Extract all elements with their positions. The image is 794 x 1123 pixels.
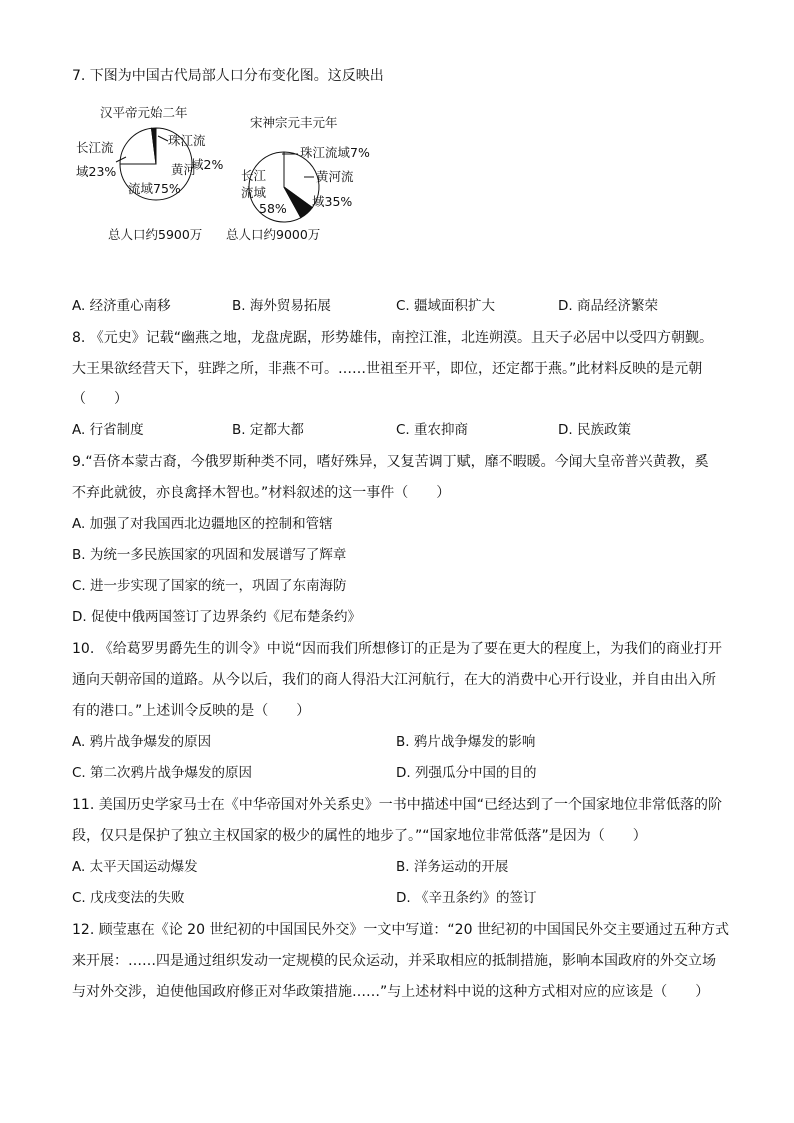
- left-label-changjiang-2: 域23%: [76, 164, 117, 179]
- q11-option-d[interactable]: D. 《辛丑条约》的签订: [396, 890, 537, 906]
- right-chart-title: 宋神宗元丰元年: [250, 115, 338, 130]
- q7-option-b[interactable]: B. 海外贸易拓展: [232, 298, 331, 314]
- left-label-huanghe-2: 流域75%: [128, 181, 181, 196]
- q8-option-a[interactable]: A. 行省制度: [72, 422, 144, 438]
- left-label-zhujiang-1: 珠江流: [168, 133, 206, 148]
- pie-charts-svg: [60, 100, 420, 250]
- q8-line-1: 8. 《元史》记载“幽燕之地，龙盘虎踞，形势雄伟，南控江淮，北连朔漠。且天子必居中以受四方朝觐。: [72, 330, 714, 346]
- pie-slice-1: [120, 128, 156, 164]
- q7-option-d[interactable]: D. 商品经济繁荣: [558, 298, 658, 314]
- right-label-huanghe-1: 黄河流: [316, 169, 354, 184]
- q10-option-b[interactable]: B. 鸦片战争爆发的影响: [396, 734, 536, 750]
- q10-line-3: 有的港口。”上述训令反映的是（ ）: [72, 703, 311, 719]
- q8-line-3: （ ）: [72, 391, 128, 407]
- q7-option-a[interactable]: A. 经济重心南移: [72, 298, 171, 314]
- q9-line-1: 9.“吾侪本蒙古裔，今俄罗斯种类不同，嗜好殊异，又复苦调丁赋，靡不暇暖。今闻大皇帝普兴黄教，奚: [72, 454, 709, 470]
- q7-option-c[interactable]: C. 疆域面积扩大: [396, 298, 496, 314]
- q12-line-2: 来开展：……四是通过组织发动一定规模的民众运动，并采取相应的抵制措施，影响本国政府的外交立场: [72, 953, 716, 969]
- q10-option-c[interactable]: C. 第二次鸦片战争爆发的原因: [72, 765, 253, 781]
- q10-line-2: 通向天朝帝国的道路。从今以后，我们的商人得沿大江河航行，在大的消费中心开行设业，并自由出入所: [72, 672, 716, 688]
- q10-line-1: 10. 《给葛罗男爵先生的训令》中说“因而我们所想修订的正是为了要在更大的程度上，为我们的商业打开: [72, 641, 722, 657]
- q9-line-2: 不弃此就彼，亦良禽择木智也。”材料叙述的这一事件（ ）: [72, 485, 451, 501]
- q10-option-a[interactable]: A. 鸦片战争爆发的原因: [72, 734, 212, 750]
- left-chart-total: 总人口约5900万: [108, 227, 203, 242]
- q12-line-1: 12. 顾莹惠在《论 20 世纪初的中国国民外交》一文中写道：“20 世纪初的中国国民外交主要通过五种方式: [72, 922, 729, 938]
- right-label-huanghe-2: 域35%: [312, 194, 353, 209]
- q8-option-d[interactable]: D. 民族政策: [558, 422, 631, 438]
- q11-option-b[interactable]: B. 洋务运动的开展: [396, 859, 509, 875]
- left-label-huanghe-1: 黄河: [171, 162, 197, 177]
- q8-option-c[interactable]: C. 重农抑商: [396, 422, 469, 438]
- q9-option-d[interactable]: D. 促使中俄两国签订了边界条约《尼布楚条约》: [72, 609, 361, 625]
- q7-population-figure: [60, 100, 420, 250]
- q9-option-b[interactable]: B. 为统一多民族国家的巩固和发展谱写了辉章: [72, 547, 347, 563]
- right-chart-total: 总人口约9000万: [226, 227, 321, 242]
- q11-line-2: 段，仅只是保护了独立主权国家的极少的属性的地步了。”“国家地位非常低落”是因为（ ）: [72, 828, 647, 844]
- q12-line-3: 与对外交涉，迫使他国政府修正对华政策措施……”与上述材料中说的这种方式相对应的应该是（ ）: [72, 984, 710, 1000]
- q9-option-a[interactable]: A. 加强了对我国西北边疆地区的控制和管辖: [72, 516, 333, 532]
- q9-option-c[interactable]: C. 进一步实现了国家的统一，巩固了东南海防: [72, 578, 347, 594]
- q7-stem: 7. 下图为中国古代局部人口分布变化图。这反映出: [72, 68, 384, 84]
- right-label-changjiang-1: 长江: [241, 168, 267, 183]
- right-label-zhujiang: 珠江流域7%: [300, 145, 370, 160]
- q11-option-c[interactable]: C. 戊戌变法的失败: [72, 890, 185, 906]
- q8-line-2: 大王果欲经营天下，驻跸之所，非燕不可。……世祖至开平，即位，还定都于燕。”此材料反映的是元朝: [72, 361, 703, 377]
- q10-option-d[interactable]: D. 列强瓜分中国的目的: [396, 765, 537, 781]
- right-label-changjiang-2: 流域: [241, 185, 267, 200]
- q11-option-a[interactable]: A. 太平天国运动爆发: [72, 859, 198, 875]
- q11-line-1: 11. 美国历史学家马士在《中华帝国对外关系史》一书中描述中国“已经达到了一个国家地位非常低落的阶: [72, 797, 722, 813]
- right-label-changjiang-3: 58%: [259, 201, 287, 216]
- q8-option-b[interactable]: B. 定都大都: [232, 422, 304, 438]
- left-label-changjiang-1: 长江流: [76, 140, 114, 155]
- left-chart-title: 汉平帝元始二年: [100, 105, 188, 120]
- left-label-zhujiang-2: 域2%: [191, 157, 224, 172]
